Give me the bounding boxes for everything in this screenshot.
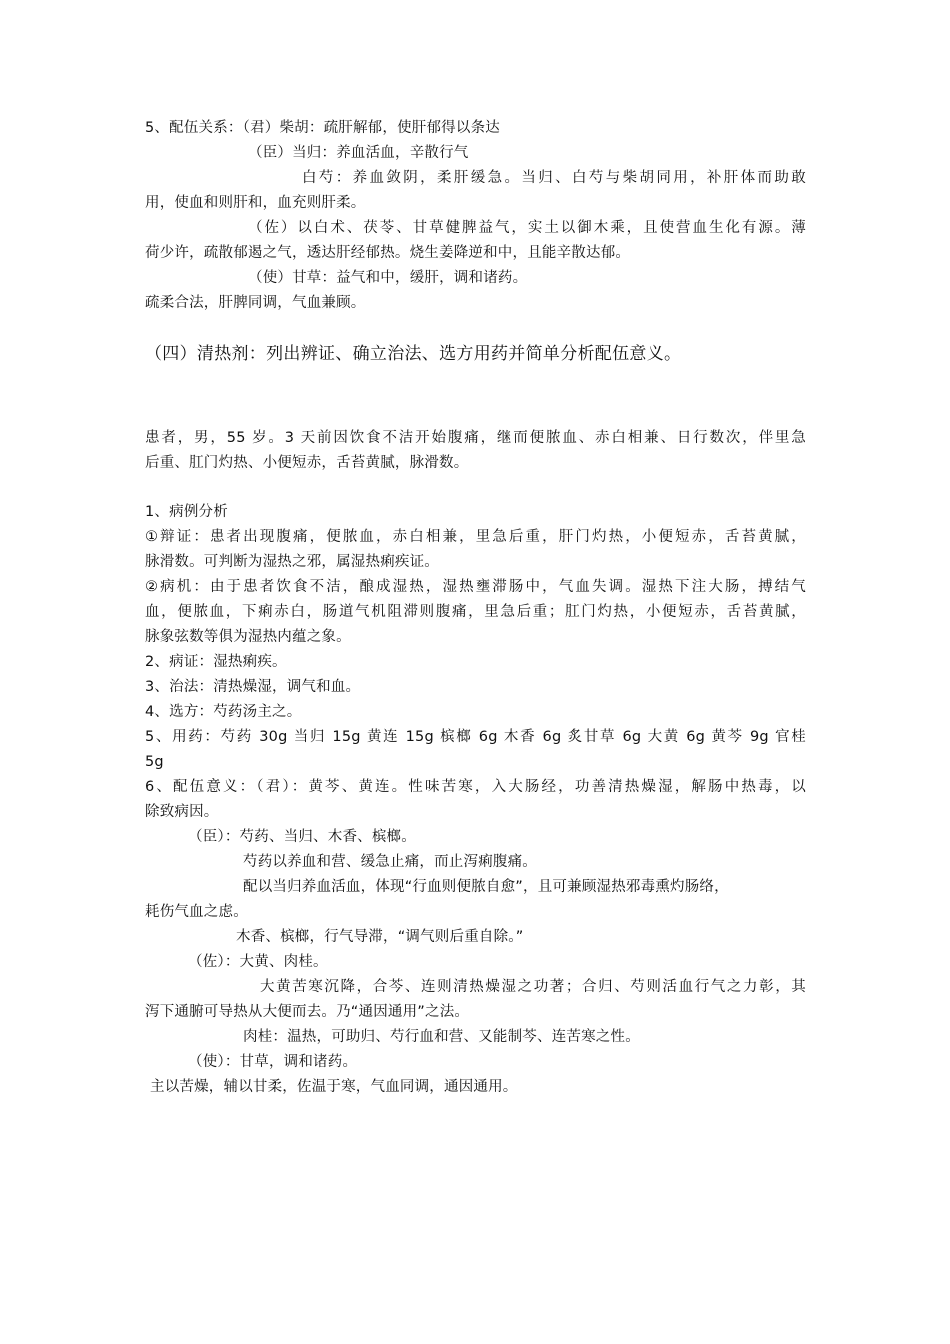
text-line: 除致病因。 — [145, 804, 219, 820]
text-line: 脉滑数。可判断为湿热之邪，属湿热痢疾证。 — [145, 554, 439, 570]
text-line: 白芍：养血敛阴，柔肝缓急。当归、白芍与柴胡同用，补肝体而助敢 — [302, 170, 806, 186]
text-line: 肉桂：温热，可助归、芍行血和营、又能制芩、连苦寒之性。 — [243, 1029, 640, 1045]
text-line: 2、病证：湿热痢疾。 — [145, 654, 287, 670]
subsection-title: 1、病例分析 — [145, 504, 228, 520]
text-line: 3、治法：清热燥湿，调气和血。 — [145, 679, 361, 695]
text-line: （使）：甘草，调和诸药。 — [188, 1054, 358, 1070]
text-line: 配以当归养血活血，体现“行血则便脓自愈”，且可兼顾湿热邪毒熏灼肠络， — [243, 879, 729, 895]
text-line: 耗伤气血之虑。 — [145, 904, 248, 920]
text-line: 疏柔合法，肝脾同调，气血兼顾。 — [145, 295, 366, 311]
section-heading — [145, 342, 681, 366]
text-line: 荷少许，疏散郁遏之气，透达肝经郁热。烧生姜降逆和中，且能辛散达郁。 — [145, 245, 631, 261]
text-line: 血，便脓血，下痢赤白，肠道气机阻滞则腹痛，里急后重；肛门灼热，小便短赤，舌苔黄腻， — [145, 604, 806, 620]
text-line: 主以苦燥，辅以甘柔，佐温于寒，气血同调，通因通用。 — [150, 1079, 518, 1095]
text-line: 用，使血和则肝和，血充则肝柔。 — [145, 195, 366, 211]
text-line: 大黄苦寒沉降，合芩、连则清热燥湿之功著；合归、芍则活血行气之力彰，其 — [260, 979, 806, 995]
text-line: 5g — [145, 754, 164, 770]
text-line: （使）甘草：益气和中，缓肝，调和诸药。 — [248, 270, 528, 286]
text-line: 5、配伍关系：（君）柴胡：疏肝解郁，使肝郁得以条达 — [145, 120, 500, 136]
text-line: 患者，男，55 岁。3 天前因饮食不洁开始腹痛，继而便脓血、赤白相兼、日行数次，伴里急 — [145, 430, 806, 446]
text-line: （佐）以白术、茯苓、甘草健脾益气，实土以御木乘，且使营血生化有源。薄 — [248, 220, 806, 236]
text-line: 5、用药：芍药 30g 当归 15g 黄连 15g 槟榔 6g 木香 6g 炙甘草 6g 大黄 6g 黄芩 9g 官桂 — [145, 729, 806, 745]
text-line: 4、选方：芍药汤主之。 — [145, 704, 302, 720]
text-line: （臣）：芍药、当归、木香、槟榔。 — [188, 829, 416, 845]
text-line: 6、配伍意义：（君）：黄芩、黄连。性味苦寒，入大肠经，功善清热燥湿，解肠中热毒，以 — [145, 779, 806, 795]
text-line: 芍药以养血和营、缓急止痛，而止泻痢腹痛。 — [243, 854, 537, 870]
text-line: 木香、槟榔，行气导滞，“调气则后重自除。” — [236, 929, 524, 945]
text-line: （臣）当归：养血活血，辛散行气 — [248, 145, 469, 161]
text-line: 脉象弦数等俱为湿热内蕴之象。 — [145, 629, 351, 645]
text-line: 泻下通腑可导热从大便而去。乃“通因通用”之法。 — [145, 1004, 470, 1020]
heading-text: （四）清热剂：列出辨证、确立治法、选方用药并简单分析配伍意义。 — [145, 344, 682, 364]
text-line: （佐）：大黄、肉桂。 — [188, 954, 328, 970]
text-line: ①辩证：患者出现腹痛，便脓血，赤白相兼，里急后重，肝门灼热，小便短赤，舌苔黄腻， — [145, 529, 806, 545]
text-line: ②病机：由于患者饮食不洁，酿成湿热，湿热壅滞肠中，气血失调。湿热下注大肠，搏结气 — [145, 579, 806, 595]
text-line: 后重、肛门灼热、小便短赤，舌苔黄腻，脉滑数。 — [145, 455, 469, 471]
